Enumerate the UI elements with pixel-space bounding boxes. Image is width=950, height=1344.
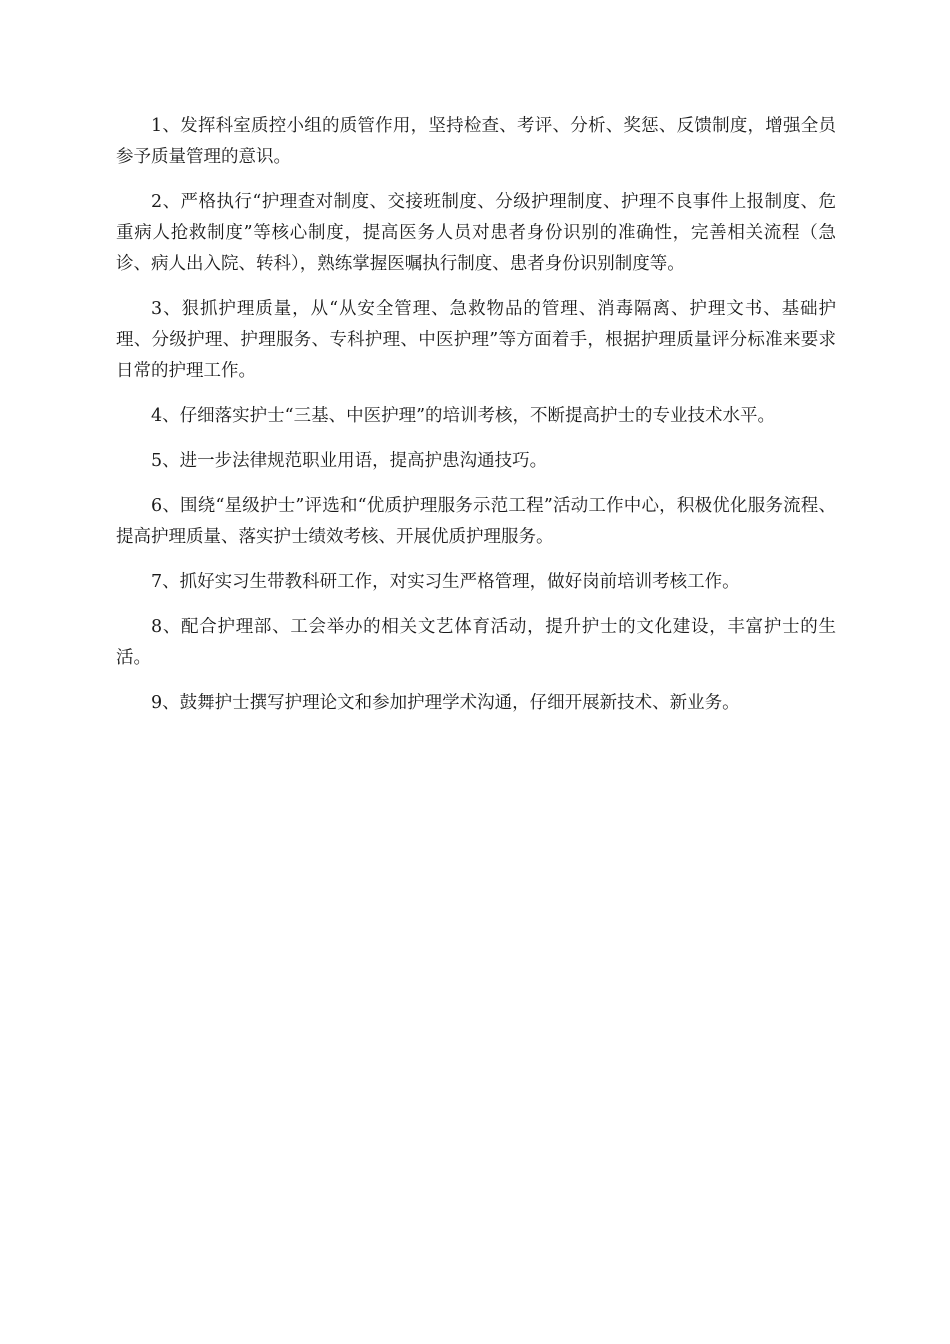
paragraph-5: 5、进一步法律规范职业用语，提高护患沟通技巧。 (151, 451, 548, 471)
paragraph-6: 6、围绕“星级护士”评选和“优质护理服务示范工程”活动工作中心，积极优化服务流程、提高护理质量、落实护士绩效考核、开展优质护理服务。 (116, 496, 836, 547)
paragraph-4: 4、仔细落实护士“三基、中医护理”的培训考核，不断提高护士的专业技术水平。 (151, 406, 776, 426)
paragraph-9: 9、鼓舞护士撰写护理论文和参加护理学术沟通，仔细开展新技术、新业务。 (151, 693, 740, 713)
paragraph-8: 8、配合护理部、工会举办的相关文艺体育活动，提升护士的文化建设，丰富护士的生活。 (116, 617, 836, 668)
paragraph-2: 2、严格执行“护理查对制度、交接班制度、分级护理制度、护理不良事件上报制度、危重病人抢救制度”等核心制度，提高医务人员对患者身份识别的准确性，完善相关流程（急诊、病人出入院、转科），熟练掌握医嘱执行制度、患者身份识别制度等。 (116, 192, 836, 274)
paragraph-7: 7、抓好实习生带教科研工作，对实习生严格管理，做好岗前培训考核工作。 (151, 572, 740, 592)
document-body (116, 111, 836, 733)
paragraph-3: 3、狠抓护理质量，从“从安全管理、急救物品的管理、消毒隔离、护理文书、基础护理、分级护理、护理服务、专科护理、中医护理”等方面着手，根据护理质量评分标准来要求日常的护理工作。 (116, 299, 836, 381)
paragraph-1: 1、发挥科室质控小组的质管作用，坚持检查、考评、分析、奖惩、反馈制度，增强全员参予质量管理的意识。 (116, 116, 836, 167)
